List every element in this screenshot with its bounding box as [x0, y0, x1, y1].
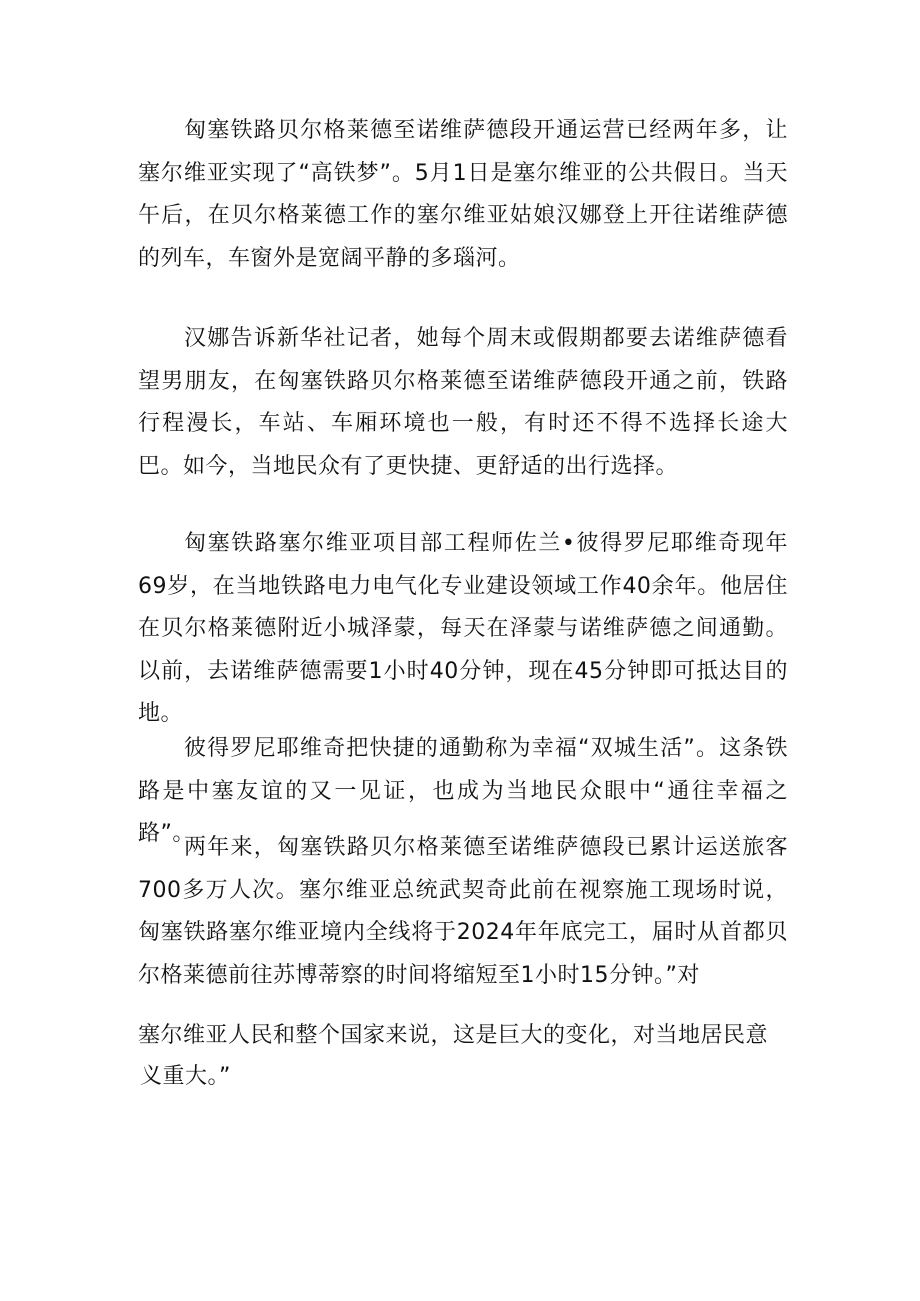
paragraph-4: 彼得罗尼耶维奇把快捷的通勤称为幸福“双城生活”。这条铁路是中塞友谊的又一见证，也成为当地民众眼中“通往幸福之路”。 — [138, 736, 788, 846]
paragraph-5-continuation-line-1: 塞尔维亚人民和整个国家来说，这是巨大的变化，对当地居民意 — [138, 1023, 769, 1048]
paragraph-2: 汉娜告诉新华社记者，她每个周末或假期都要去诺维萨德看望男朋友，在匈塞铁路贝尔格莱德至诺维萨德段开通之前，铁路行程漫长，车站、车厢环境也一般，有时还不得不选择长途大巴。如今，当地民众有了更快捷、更舒适的出行选择。 — [138, 326, 788, 479]
paragraph-5: 两年来，匈塞铁路贝尔格莱德至诺维萨德段已累计运送旅客700多万人次。塞尔维亚总统武契奇此前在视察施工现场时说，匈塞铁路塞尔维亚境内全线将于2024年年底完工，届时从首都贝尔格莱德前往苏博蒂察的时间将缩短至1小时15分钟。”对 — [138, 835, 788, 988]
paragraph-5-continuation-line-2: 义重大。” — [140, 1064, 231, 1089]
paragraph-1: 匈塞铁路贝尔格莱德至诺维萨德段开通运营已经两年多，让塞尔维亚实现了“高铁梦”。5月1日是塞尔维亚的公共假日。当天午后，在贝尔格莱德工作的塞尔维亚姑娘汉娜登上开往诺维萨德的列车，车窗外是宽阔平静的多瑙河。 — [138, 118, 788, 271]
paragraph-3: 匈塞铁路塞尔维亚项目部工程师佐兰•彼得罗尼耶维奇现年69岁，在当地铁路电力电气化专业建设领域工作40余年。他居住在贝尔格莱德附近小城泽蒙，每天在泽蒙与诺维萨德之间通勤。以前，去诺维萨德需要1小时40分钟，现在45分钟即可抵达目的地。 — [138, 531, 788, 726]
